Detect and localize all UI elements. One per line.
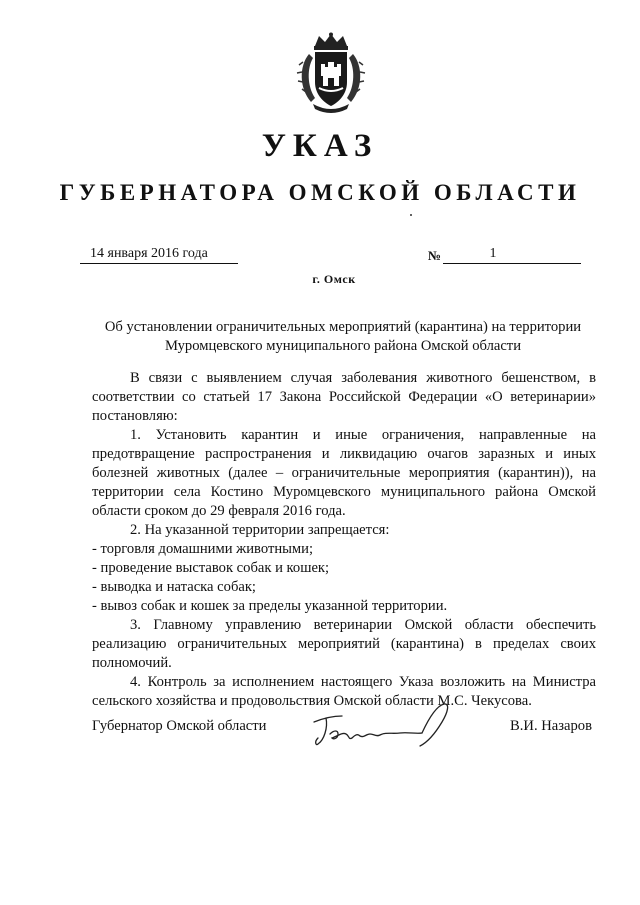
- decree-paragraph: - проведение выставок собак и кошек;: [92, 560, 330, 576]
- signatory-position: Губернатор Омской области: [92, 718, 267, 734]
- decree-number-label: №: [428, 248, 442, 263]
- decree-paragraph: - вывоз собак и кошек за пределы указанной территории.: [92, 598, 448, 614]
- decree-paragraph: 2. На указанной территории запрещается:: [130, 522, 390, 538]
- decree-date: 14 января 2016 года: [80, 246, 238, 264]
- decree-body: [92, 369, 596, 711]
- decree-number: 1: [443, 246, 581, 264]
- issue-city: г. Омск: [312, 272, 356, 286]
- decree-subject: Об установлении ограничительных мероприятий (карантина) на территории Муромцевского муниципального района Омской области: [104, 319, 582, 354]
- decree-paragraph: 3. Главному управлению ветеринарии Омской области обеспечить реализацию ограничительных мероприятий (карантина) в пределах своих полномочий.: [92, 617, 596, 671]
- stray-dot: [410, 214, 412, 216]
- issuer-subtitle: ГУБЕРНАТОРА ОМСКОЙ ОБЛАСТИ: [59, 180, 581, 205]
- decree-paragraph: В связи с выявлением случая заболевания животного бешенством, в соответствии со статьей 17 Закона Российской Федерации «О ветеринарии» постановляю:: [92, 370, 596, 424]
- signatory-name: В.И. Назаров: [510, 718, 592, 734]
- handwritten-signature-icon: [308, 700, 458, 750]
- decree-paragraph: 4. Контроль за исполнением настоящего Указа возложить на Министра сельского хозяйства и продовольствия Омской области М.С. Чекусова.: [92, 674, 596, 709]
- document-type-title: УКАЗ: [261, 128, 379, 164]
- coat-of-arms-icon: [295, 32, 367, 114]
- decree-paragraph: - выводка и натаска собак;: [92, 579, 256, 595]
- decree-paragraph: 1. Установить карантин и иные ограничения, направленные на предотвращение распространения и ликвидацию очагов заразных и иных болезней животных (далее – ограничительные мероприятия (карантин)), на территории села Костино Муромцевского муниципального района Омской области сроком до 29 февраля 2016 года.: [92, 427, 596, 519]
- decree-paragraph: - торговля домашними животными;: [92, 541, 314, 557]
